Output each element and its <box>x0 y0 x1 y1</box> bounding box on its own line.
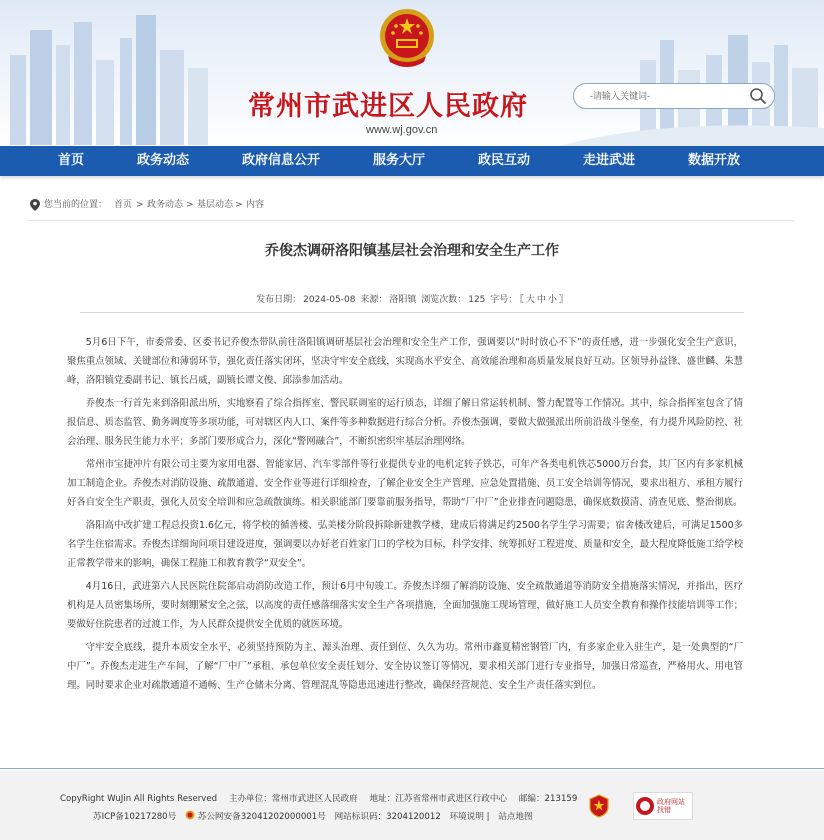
breadcrumb-label: 您当前的位置： <box>44 200 108 210</box>
date-label: 发布日期： <box>256 295 302 305</box>
nav-item-service-hall[interactable]: 服务大厅 <box>373 153 426 168</box>
error-badge-text: 政府网站找错 <box>657 798 685 814</box>
icp-text: 苏ICP备10217280号 <box>93 812 177 822</box>
nav-item-gov-news[interactable]: 政务动态 <box>137 153 190 168</box>
breadcrumb-home[interactable]: 首页 <box>114 200 133 210</box>
paragraph: 守牢安全底线，提升本质安全水平，必须坚持预防为主、源头治理、责任到位、久久为功。常州市鑫夏精密钢管厂内，有多家企业入驻生产，是一处典型的“厂中厂”。乔俊杰走进生产车间，了解“厂中厂”承租、承包单位安全责任划分、安全协议签订等情况，要求相关部门进行专业指导，加强日常巡查，严格用火、用电管理。同时要求企业对疏散通道不通畅、生产仓储未分离、管理混乱等隐患迅速进行整改，确保经营规范、安全生产责任落实到位。 <box>67 642 743 691</box>
article-meta <box>0 292 824 305</box>
publish-date: 2024-05-08 <box>303 295 356 305</box>
breadcrumb-separator: > <box>136 200 144 210</box>
sitemap-link[interactable]: 站点地图 <box>498 812 533 822</box>
font-size-close-bracket: 〗 <box>558 295 568 305</box>
views-label: 浏览次数： <box>421 295 467 305</box>
environment-link[interactable]: 环境说明 <box>449 812 484 822</box>
breadcrumb-gov-news[interactable]: 政务动态 <box>147 200 184 210</box>
nav-item-about-wujin[interactable]: 走进武进 <box>583 153 636 168</box>
font-size-open-bracket: 〖 <box>519 295 524 305</box>
location-pin-icon <box>30 199 40 211</box>
article-body <box>67 333 743 699</box>
font-size-label: 字号： <box>490 295 518 305</box>
address-text: 地址：江苏省常州市武进区行政中心 <box>369 794 508 804</box>
nav-item-info-disclosure[interactable]: 政府信息公开 <box>242 153 321 168</box>
footer-separator: | <box>486 812 490 822</box>
main-nav <box>0 146 824 176</box>
nav-item-interaction[interactable]: 政民互动 <box>478 153 531 168</box>
search-input[interactable] <box>590 88 740 104</box>
footer-row-2 <box>93 810 533 822</box>
breadcrumb <box>0 194 824 216</box>
font-size-small[interactable]: 小 <box>547 295 557 305</box>
paragraph: 乔俊杰一行首先来到洛阳派出所，实地察看了综合指挥室、警民联调室的运行质态，详细了解日常运转机制、警力配置等工作情况。其中，综合指挥室包含了情报信息、质态监管、勤务调度等多项功能，可对辖区内人口、案件等多种数据进行综合分析。乔俊杰强调，要做大做强派出所前沿战斗堡垒，有力提升风险防控、社会治理、服务民生能力水平；多部门要形成合力，深化“警网融合”，不断织密织牢基层治理网络。 <box>67 398 743 447</box>
paragraph: 常州市宝捷冲片有限公司主要为家用电器、智能家居、汽车零部件等行业提供专业的电机定转子铁芯，可年产各类电机铁芯5000万台套，其厂区内有多家机械加工制造企业。乔俊杰对消防设施、疏散通道、安全作业等进行详细检查，了解企业安全生产管理、应急处置措施、员工安全培训等情况，要求出租方、承租方履行好各自安全生产职责，强化人员安全培训和应急疏散演练。相关职能部门要靠前服务指导，帮助“厂中厂”企业排查问题隐患，确保底数摸清、清查见底、整治彻底。 <box>67 459 743 508</box>
copyright-text: CopyRight WuJin All Rights Reserved <box>60 794 218 804</box>
paragraph: 洛阳高中改扩建工程总投资1.6亿元，将学校的循善楼、弘美楼分阶段拆除新建教学楼，建成后将满足约2500名学生学习需要；宿舍楼改建后，可满足1500多名学生住宿需求。乔俊杰详细询问项目建设进度，强调要以办好老百姓家门口的学校为目标，科学安排、统筹抓好工程进度、质量和安全，最大程度降低施工给学校正常教学带来的影响，确保工程施工和教育教学“双安全”。 <box>67 520 743 569</box>
search-box <box>573 83 775 109</box>
police-badge-icon <box>185 810 195 820</box>
article-title: 乔俊杰调研洛阳镇基层社会治理和安全生产工作 <box>265 243 559 259</box>
font-size-large[interactable]: 大 <box>525 295 535 305</box>
sponsor-text: 主办单位：常州市武进区人民政府 <box>228 794 358 804</box>
paragraph: 4月16日，武进第六人民医院住院部启动消防改造工作，预计6月中旬竣工。乔俊杰详细了解消防设施、安全疏散通道等消防安全措施落实情况，并指出，医疗机构是人员密集场所，要时刻绷紧安全之弦，以高度的责任感落细落实安全生产各项措施，全面加强施工现场管理，做好施工人员安全教育和操作技能培训等工作；要做好住院患者的过渡工作，为人民群众提供安全优质的就医环境。 <box>67 581 743 630</box>
source-label: 来源： <box>360 295 388 305</box>
national-emblem-icon <box>376 6 438 72</box>
view-count: 125 <box>468 295 486 305</box>
nav-item-home[interactable]: 首页 <box>58 153 85 168</box>
postcode-text: 邮编：213159 <box>518 794 578 804</box>
gov-site-error-badge[interactable] <box>633 792 693 820</box>
site-footer <box>0 770 824 840</box>
article-source: 洛阳镇 <box>389 295 417 305</box>
breadcrumb-divider <box>28 220 794 221</box>
breadcrumb-separator: > <box>186 200 194 210</box>
meta-divider <box>80 312 744 313</box>
footer-row-1 <box>60 792 586 804</box>
police-record-text: 苏公网安备32041202000001号 <box>197 812 326 822</box>
nav-item-open-data[interactable]: 数据开放 <box>688 153 741 168</box>
breadcrumb-grassroots-news[interactable]: 基层动态 <box>197 200 234 210</box>
breadcrumb-separator: > <box>235 200 243 210</box>
breadcrumb-current: 内容 <box>246 200 265 210</box>
site-url: www.wj.gov.cn <box>366 124 438 136</box>
site-code-text: 网站标识码：3204120012 <box>334 812 441 822</box>
paragraph: 5月6日下午，市委常委、区委书记乔俊杰带队前往洛阳镇调研基层社会治理和安全生产工作，强调要以“时时放心不下”的责任感，进一步强化安全生产意识，聚焦重点领域、关键部位和薄弱环节，强化责任落实闭环，坚决守牢安全底线，实现高水平安全、高效能治理和高质量发展良好互动。区领导孙益锋、盛世麟、朱慧峰，洛阳镇党委副书记、镇长吕威，副镇长谭文俊、邱添参加活动。 <box>67 337 743 386</box>
footer-divider <box>0 768 824 769</box>
search-icon[interactable] <box>749 87 767 105</box>
font-size-medium[interactable]: 中 <box>536 295 546 305</box>
party-gov-badge-icon[interactable] <box>588 794 610 818</box>
site-title: 常州市武进区人民政府 <box>248 91 528 122</box>
site-header <box>0 0 824 146</box>
